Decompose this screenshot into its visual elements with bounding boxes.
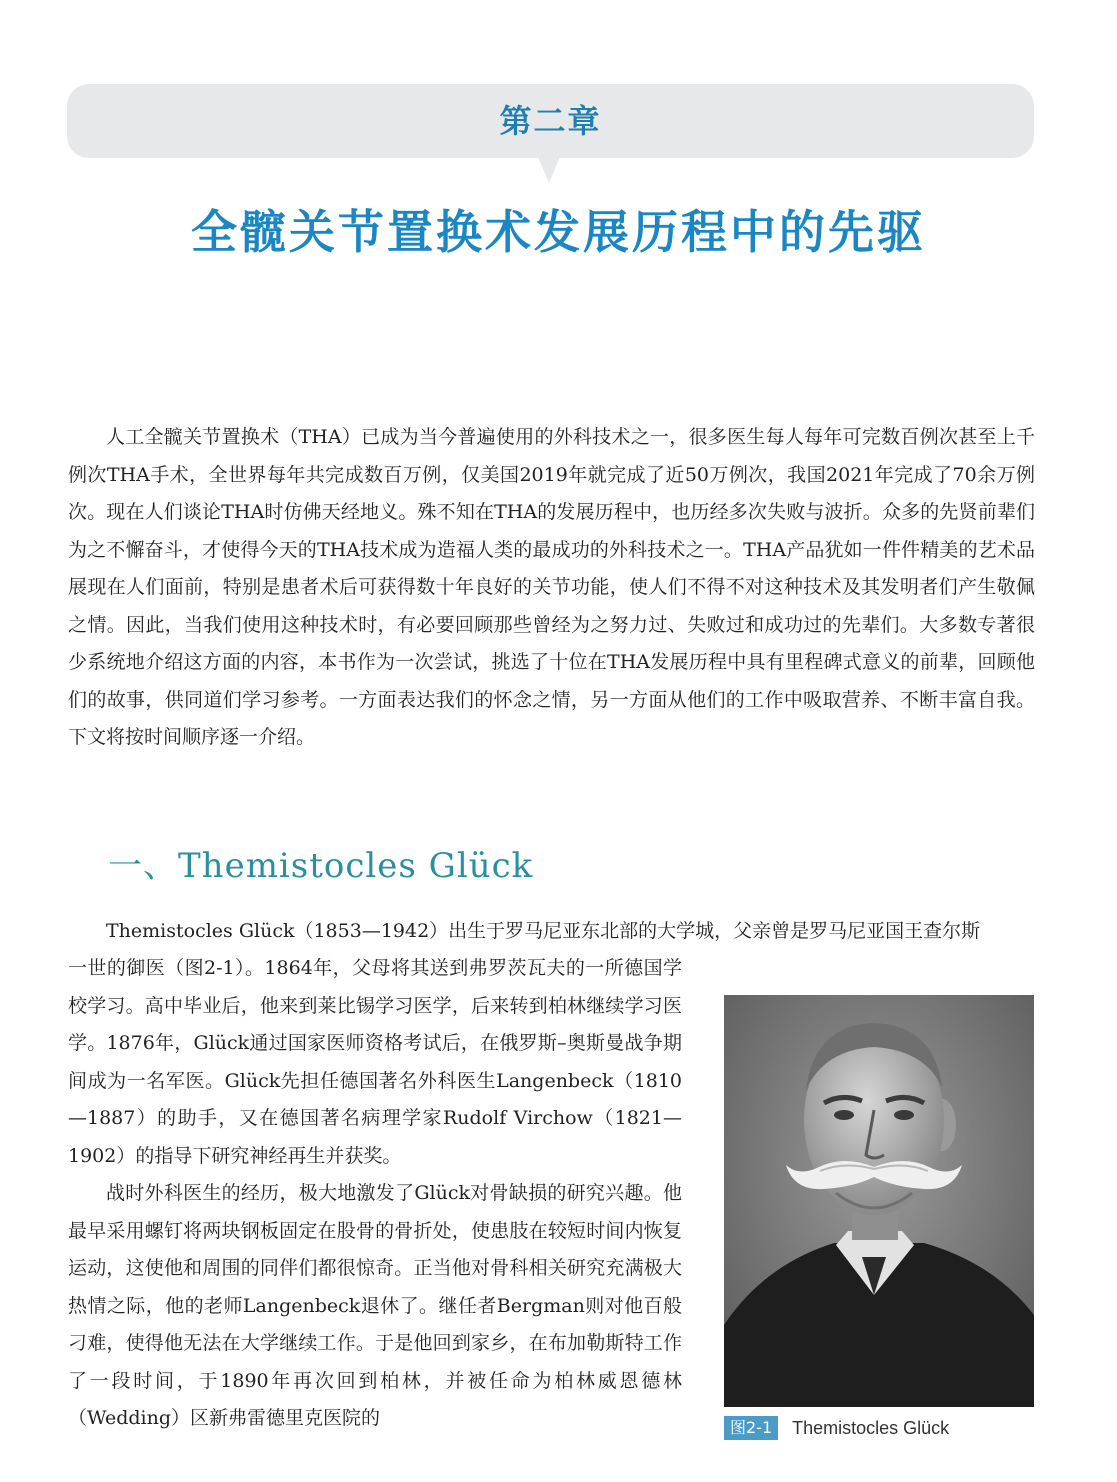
chapter-label: 第二章 xyxy=(499,102,602,140)
figure-caption xyxy=(724,1416,949,1440)
chapter-banner xyxy=(67,84,1034,158)
chapter-banner-pointer xyxy=(538,157,560,183)
intro-paragraph: 人工全髋关节置换术（THA）已成为当今普遍使用的外科技术之一，很多医生每人每年可完数百例次甚至上千例次THA手术，全世界每年共完成数百万例，仅美国2019年就完成了近50万例次，我国2021年完成了70余万例次。现在人们谈论THA时仿佛天经地义。殊不知在THA的发展历程中，也历经多次失败与波折。众多的先贤前辈们为之不懈奋斗，才使得今天的THA技术成为造福人类的最成功的外科技术之一。THA产品犹如一件件精美的艺术品展现在人们面前，特别是患者术后可获得数十年良好的关节功能，使人们不得不对这种技术及其发明者们产生敬佩之情。因此，当我们使用这种技术时，有必要回顾那些曾经为之努力过、失败过和成功过的先辈们。大多数专著很少系统地介绍这方面的内容，本书作为一次尝试，挑选了十位在THA发展历程中具有里程碑式意义的前辈，回顾他们的故事，供同道们学习参考。一方面表达我们的怀念之情，另一方面从他们的工作中吸取营养、不断丰富自我。下文将按时间顺序逐一介绍。 xyxy=(68,426,1035,748)
portrait-illustration xyxy=(724,995,1034,1407)
figure-number-badge: 图2-1 xyxy=(724,1416,778,1440)
section-heading: 一、Themistocles Glück xyxy=(108,846,534,886)
chapter-title: 全髋关节置换术发展历程中的先驱 xyxy=(191,205,926,259)
figure-caption-text: Themistocles Glück xyxy=(792,1417,950,1438)
paragraph-1-body: 一世的御医（图2-1）。1864年，父母将其送到弗罗茨瓦夫的一所德国学校学习。高中毕业后，他来到莱比锡学习医学，后来转到柏林继续学习医学。1876年，Glück通过国家医师资格考试后，在俄罗斯–奥斯曼战争期间成为一名军医。Glück先担任德国著名外科医生Langenbeck（1810—1887）的助手，又在德国著名病理学家Rudolf Virchow（1821—1902）的指导下研究神经再生并获奖。 xyxy=(68,957,682,1167)
portrait-photo xyxy=(724,995,1034,1407)
paragraph-1-first-line: Themistocles Glück（1853—1942）出生于罗马尼亚东北部的大学城，父亲曾是罗马尼亚国王查尔斯 xyxy=(106,920,981,942)
paragraph-2: 战时外科医生的经历，极大地激发了Glück对骨缺损的研究兴趣。他最早采用螺钉将两块钢板固定在股骨的骨折处，使患肢在较短时间内恢复运动，这使他和周围的同伴们都很惊奇。正当他对骨科相关研究充满极大热情之际，他的老师Langenbeck退休了。继任者Bergman则对他百般刁难，使得他无法在大学继续工作。于是他回到家乡，在布加勒斯特工作了一段时间，于1890年再次回到柏林，并被任命为柏林威恩德林（Wedding）区新弗雷德里克医院的 xyxy=(68,1182,682,1429)
